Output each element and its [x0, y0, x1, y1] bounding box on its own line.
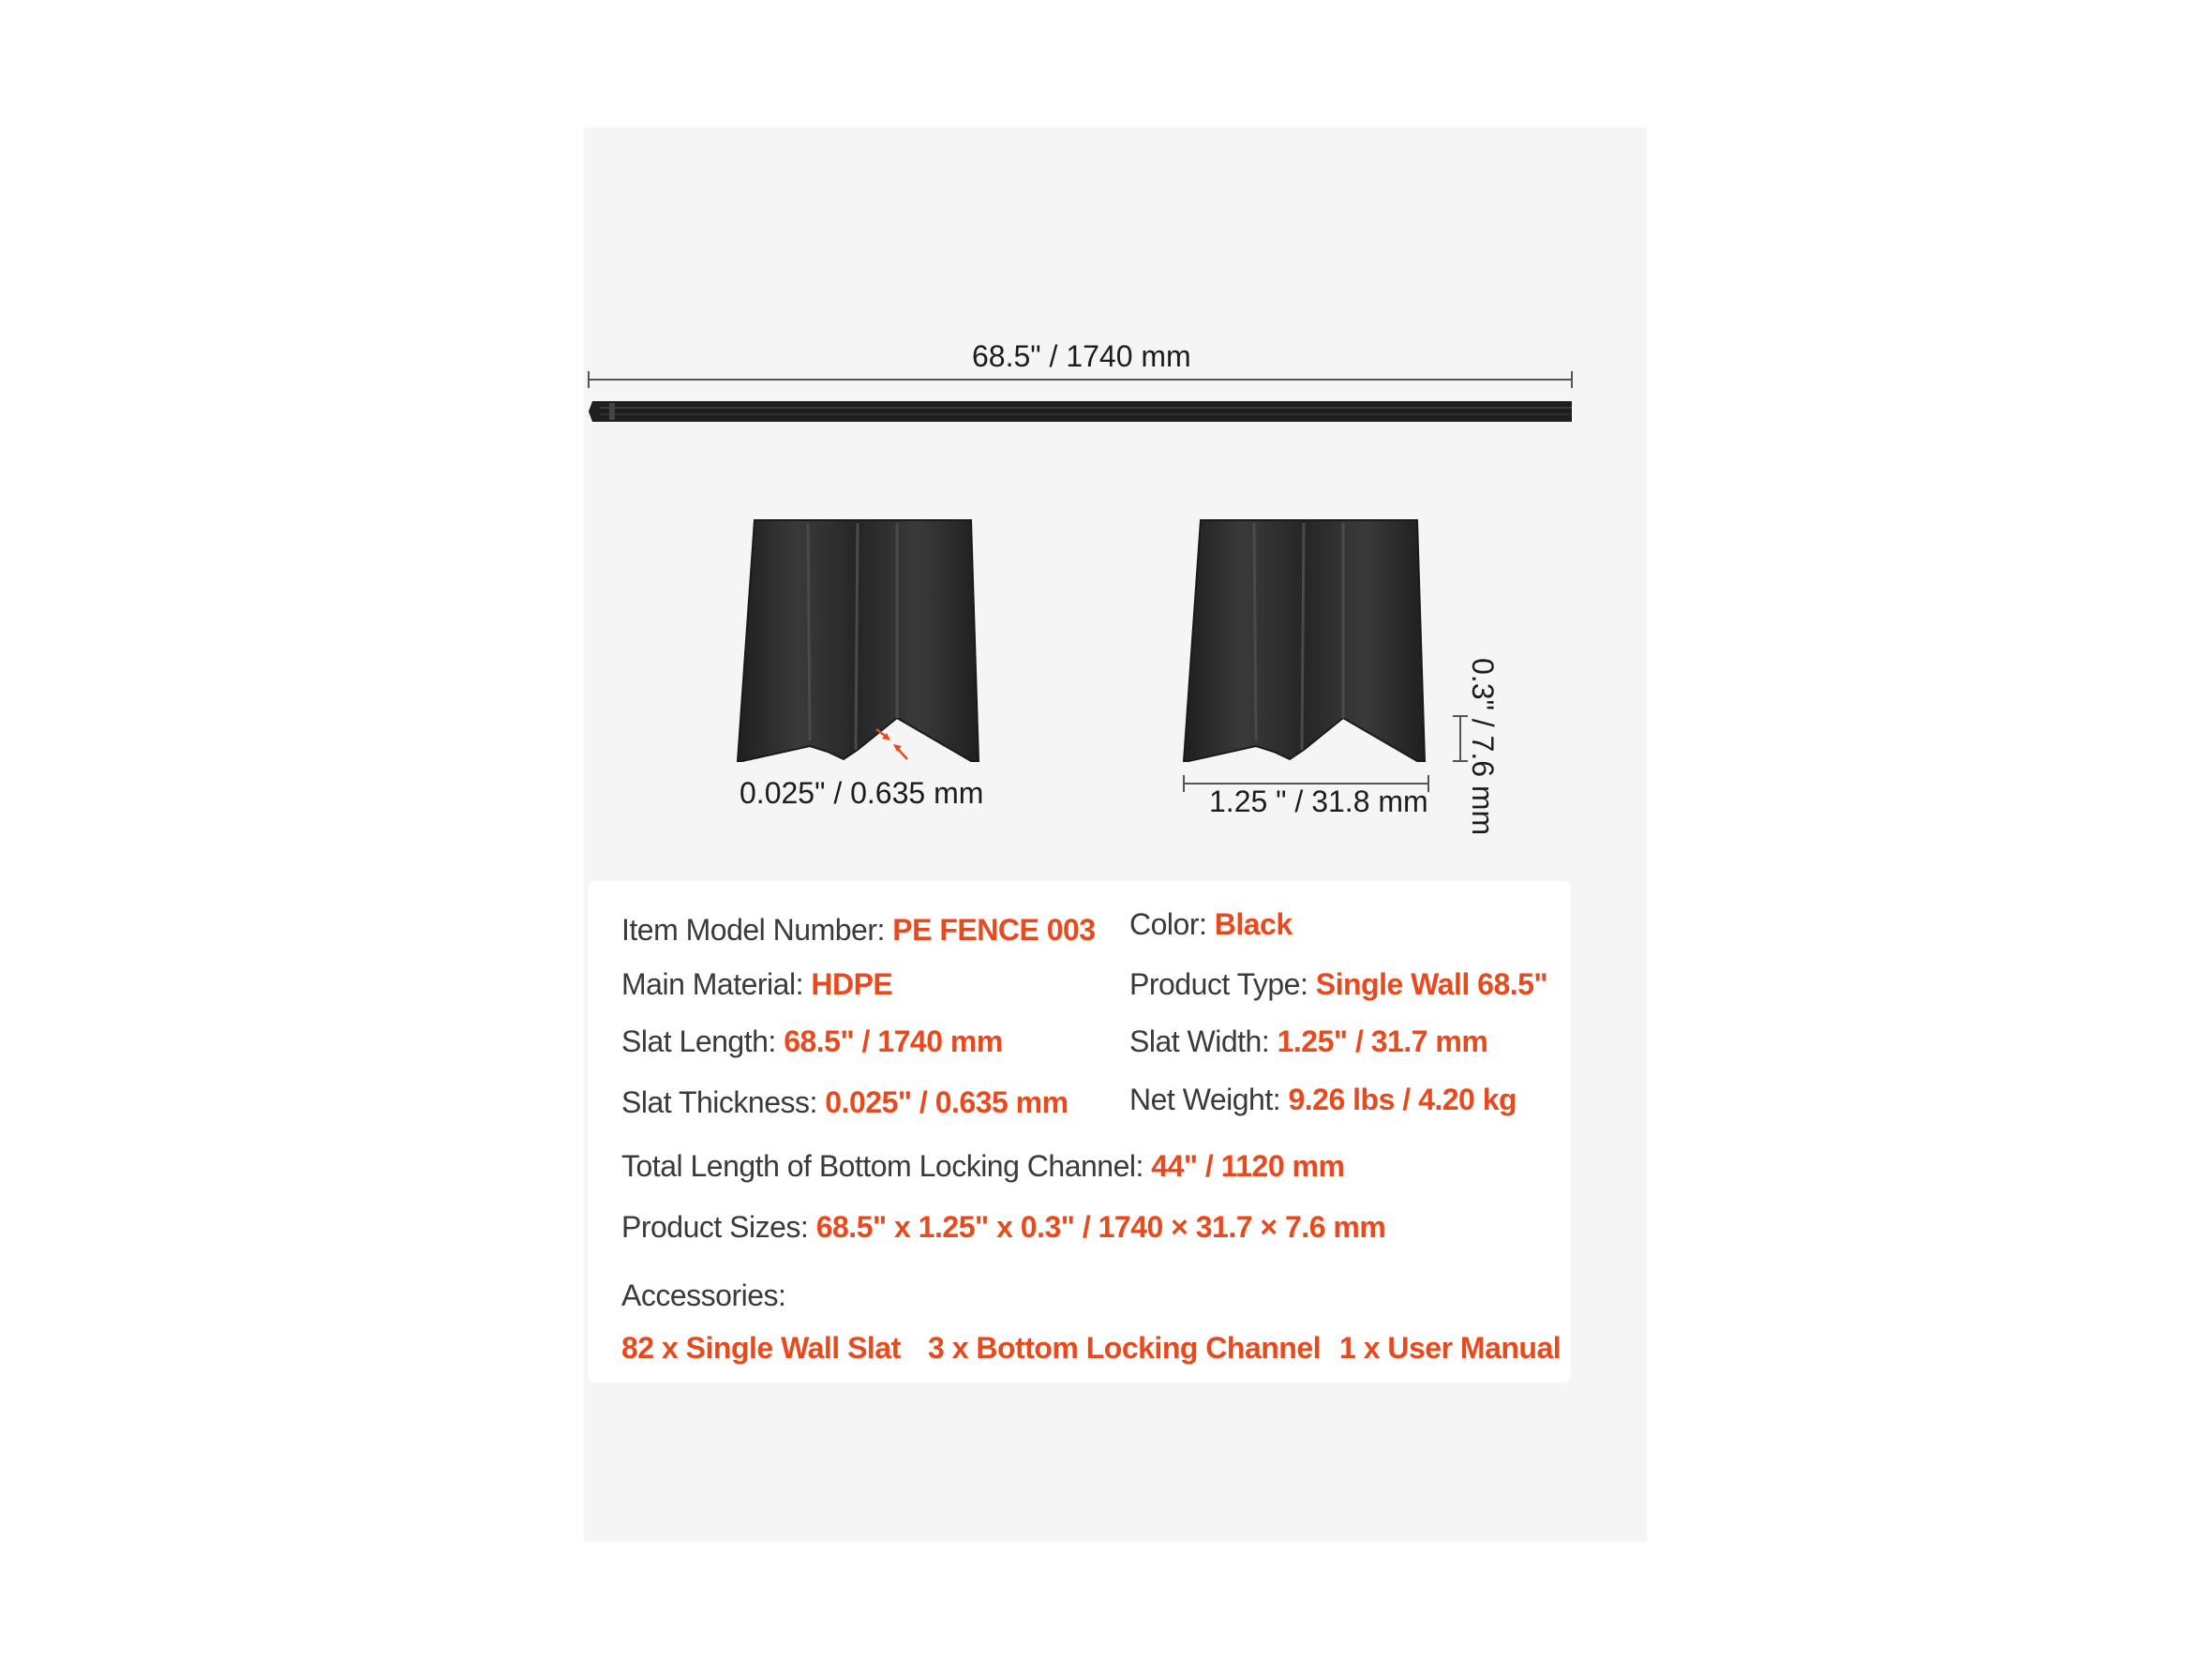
accessory-item: 82 x Single Wall Slat: [621, 1331, 901, 1365]
spec-value: 9.26 lbs / 4.20 kg: [1288, 1083, 1517, 1116]
width-label: 1.25 " / 31.8 mm: [1209, 785, 1428, 818]
slat-section-width-view: [1184, 520, 1425, 761]
accessory-item: 1 x User Manual: [1339, 1331, 1562, 1365]
spec-label: Product Sizes:: [621, 1210, 816, 1244]
spec-value: Black: [1214, 907, 1293, 941]
height-label: 0.3" / 7.6 mm: [1466, 658, 1500, 836]
spec-value: 68.5" x 1.25" x 0.3" / 1740 × 31.7 × 7.6 mm: [815, 1210, 1386, 1244]
spec-value: PE FENCE 003: [892, 913, 1096, 947]
spec-model-number: [621, 913, 1096, 948]
full-slat-image: [589, 401, 1572, 422]
spec-value: 0.025" / 0.635 mm: [825, 1085, 1069, 1119]
spec-label: Slat Thickness:: [621, 1085, 826, 1119]
spec-label: Net Weight:: [1129, 1083, 1289, 1116]
spec-label: Product Type:: [1129, 967, 1316, 1001]
spec-value: 44" / 1120 mm: [1151, 1149, 1345, 1183]
accessories-heading: [621, 1278, 785, 1313]
spec-product-sizes: [621, 1210, 1385, 1245]
length-label: 68.5" / 1740 mm: [972, 339, 1191, 373]
spec-slat-width: [1129, 1024, 1487, 1059]
spec-label: Slat Length:: [621, 1024, 785, 1058]
spec-slat-thickness: [621, 1085, 1069, 1120]
spec-value: Single Wall 68.5": [1315, 967, 1548, 1001]
spec-value: 68.5" / 1740 mm: [784, 1024, 1003, 1058]
spec-product-type: [1129, 967, 1547, 1002]
spec-label: Color:: [1129, 907, 1215, 941]
spec-value: 1.25" / 31.7 mm: [1277, 1024, 1488, 1058]
spec-label: Total Length of Bottom Locking Channel:: [621, 1149, 1152, 1183]
spec-net-weight: [1129, 1083, 1517, 1117]
thickness-label: 0.025" / 0.635 mm: [740, 776, 984, 810]
accessories-label: Accessories:: [621, 1278, 786, 1312]
spec-value: HDPE: [811, 967, 893, 1001]
spec-slat-length: [621, 1024, 1003, 1059]
spec-color: [1129, 907, 1293, 942]
spec-label: Slat Width:: [1129, 1024, 1278, 1058]
accessory-item: 3 x Bottom Locking Channel: [928, 1331, 1322, 1365]
spec-main-material: [621, 967, 892, 1002]
spec-channel-length: [621, 1149, 1344, 1184]
spec-label: Main Material:: [621, 967, 812, 1001]
slat-section-thickness-view: [738, 520, 979, 761]
spec-label: Item Model Number:: [621, 913, 893, 947]
